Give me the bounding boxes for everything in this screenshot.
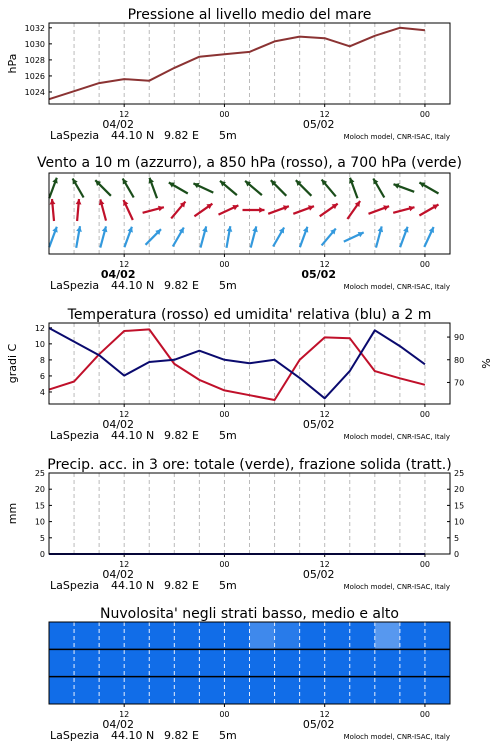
chart-title: Temperatura (rosso) ed umidita' relativa (blu) a 2 m <box>67 307 432 323</box>
x-tick-label: 00 <box>219 560 230 569</box>
plot-frame <box>49 473 450 554</box>
wind-arrow-2 <box>394 183 415 192</box>
cloud-cell <box>425 649 451 676</box>
cloud-cell <box>375 677 401 704</box>
x-tick-label: 00 <box>419 110 431 119</box>
cloud-cell <box>275 649 301 676</box>
x-tick-label: 12 <box>319 260 330 269</box>
cloud-cell <box>400 649 426 676</box>
x-tick-label: 00 <box>419 560 431 569</box>
cloud-cell <box>250 649 276 676</box>
x-tick-label: 12 <box>319 710 330 719</box>
wind-arrow-2 <box>149 178 157 199</box>
wind-arrow-0 <box>322 229 336 246</box>
x-tick-label: 12 <box>319 110 330 119</box>
wind-arrow-0 <box>201 226 208 247</box>
cloud-cell <box>99 677 125 704</box>
x-tick-label: 00 <box>419 710 431 719</box>
wind-arrow-2 <box>95 180 111 196</box>
wind-arrow-1 <box>419 205 438 216</box>
cloud-cell <box>325 677 351 704</box>
cloud-cell <box>199 622 225 649</box>
y-tick-label: 5 <box>39 533 45 543</box>
location-lat: 44.10 N <box>111 129 155 142</box>
wind-arrow-1 <box>171 202 185 219</box>
date-label: 04/02 <box>102 718 135 731</box>
wind-arrow-2 <box>296 180 312 196</box>
cloud-cell <box>325 622 351 649</box>
y-axis-label-right: % <box>480 358 493 369</box>
cloud-cell <box>99 649 125 676</box>
x-tick-label: 12 <box>319 410 330 419</box>
wind-arrow-1 <box>76 199 82 221</box>
model-credit: Moloch model, CNR-ISAC, Italy <box>343 583 450 591</box>
date-label: 04/02 <box>100 268 136 281</box>
cloud-cell <box>325 649 351 676</box>
wind-arrow-1 <box>50 199 56 221</box>
x-tick-label: 12 <box>119 560 130 569</box>
wind-arrow-0 <box>76 226 82 248</box>
cloud-cell <box>74 649 100 676</box>
cloud-cell <box>49 649 75 676</box>
cloud-cell <box>350 677 376 704</box>
x-tick-label: 12 <box>119 260 130 269</box>
y-tick-label-right: 80 <box>454 355 465 365</box>
location-lon: 9.82 E <box>164 129 199 142</box>
cloud-cell <box>224 622 250 649</box>
wind-arrow-0 <box>300 227 308 248</box>
x-tick-label: 12 <box>119 410 130 419</box>
cloud-cell <box>375 622 401 649</box>
wind-head <box>50 199 56 205</box>
model-credit: Moloch model, CNR-ISAC, Italy <box>343 733 450 741</box>
location-lat: 44.10 N <box>111 279 155 292</box>
wind-arrow-2 <box>271 180 287 196</box>
y-tick-label: 1028 <box>24 55 45 65</box>
model-credit: Moloch model, CNR-ISAC, Italy <box>343 133 450 141</box>
cloud-cell <box>375 649 401 676</box>
wind-arrow-0 <box>424 227 434 247</box>
y-tick-label-right: 90 <box>454 333 465 343</box>
wind-arrow-1 <box>219 205 239 215</box>
y-tick-label: 1030 <box>24 39 45 49</box>
wind-arrow-1 <box>99 199 106 220</box>
y-tick-label: 4 <box>39 387 45 397</box>
wind-arrow-0 <box>251 226 258 247</box>
y-tick-label: 0 <box>39 550 45 559</box>
cloud-cell <box>99 622 125 649</box>
y-tick-label: 10 <box>34 517 45 527</box>
cloud-cell <box>199 649 225 676</box>
cloud-cell <box>350 622 376 649</box>
x-tick-label: 12 <box>119 110 130 119</box>
cloud-cell <box>300 649 326 676</box>
y-axis-label: mm <box>6 502 19 525</box>
y-axis-label: hPa <box>6 53 19 74</box>
cloud-cell <box>275 677 301 704</box>
cloud-cell <box>425 677 451 704</box>
cloud-cell <box>174 649 200 676</box>
cloud-cell <box>124 677 150 704</box>
cloud-cell <box>350 649 376 676</box>
wind-arrow-1 <box>369 205 390 214</box>
wind-arrow-1 <box>293 205 314 214</box>
wind-head <box>76 199 82 205</box>
cloud-cell <box>425 622 451 649</box>
cloud-cell <box>149 649 175 676</box>
y-tick-label-right: 10 <box>454 517 465 527</box>
date-label: 04/02 <box>102 568 135 581</box>
cloud-cell <box>49 677 75 704</box>
wind-arrow-2 <box>349 178 357 199</box>
wind-arrow-0 <box>227 226 233 248</box>
wind-arrow-1 <box>268 205 289 214</box>
cloud-cell <box>224 649 250 676</box>
y-tick-label: 20 <box>34 485 45 495</box>
y-tick-label-right: 0 <box>454 550 460 559</box>
location-lon: 9.82 E <box>164 429 199 442</box>
y-tick-label: 25 <box>34 469 45 478</box>
wind-arrow-2 <box>193 183 213 193</box>
wind-arrow-1 <box>243 207 265 213</box>
wind-arrow-2 <box>169 183 188 194</box>
wind-arrow-2 <box>322 180 336 197</box>
cloud-cell <box>275 622 301 649</box>
location-name: LaSpezia <box>50 279 100 292</box>
x-tick-label: 00 <box>219 410 230 419</box>
cloud-cell <box>400 677 426 704</box>
wind-arrow-2 <box>245 181 262 195</box>
date-label: 05/02 <box>302 118 335 131</box>
date-label: 05/02 <box>302 718 335 731</box>
cloud-cell <box>174 622 200 649</box>
wind-arrow-2 <box>419 183 438 194</box>
y-tick-label-right: 20 <box>454 485 465 495</box>
location-lon: 9.82 E <box>164 579 199 592</box>
wind-arrow-2 <box>220 181 237 195</box>
cloud-cell <box>400 622 426 649</box>
chart-title: Pressione al livello medio del mare <box>127 7 372 23</box>
y-tick-label-right: 25 <box>454 469 465 478</box>
wind-arrow-0 <box>146 229 162 245</box>
y-tick-label-right: 5 <box>454 533 460 543</box>
location-lon: 9.82 E <box>164 729 199 742</box>
location-name: LaSpezia <box>50 579 100 592</box>
y-tick-label: 1032 <box>24 23 45 33</box>
chart-title: Vento a 10 m (azzurro), a 850 hPa (rosso), a 700 hPa (verde) <box>36 155 463 171</box>
x-tick-label: 00 <box>219 260 230 269</box>
y-tick-label: 15 <box>34 501 45 511</box>
cloud-cell <box>300 622 326 649</box>
x-tick-label: 12 <box>319 560 330 569</box>
date-label: 04/02 <box>102 418 135 431</box>
wind-arrow-1 <box>393 206 414 213</box>
wind-arrow-0 <box>400 227 408 248</box>
location-name: LaSpezia <box>50 429 100 442</box>
y-axis-label: gradi C <box>6 343 19 384</box>
date-label: 05/02 <box>301 268 337 281</box>
cloud-cell <box>250 677 276 704</box>
x-tick-label: 00 <box>219 710 230 719</box>
y-tick-label: 6 <box>39 371 45 381</box>
location-lat: 44.10 N <box>111 429 155 442</box>
wind-arrow-0 <box>376 226 383 247</box>
location-name: LaSpezia <box>50 129 100 142</box>
cloud-cell <box>250 622 276 649</box>
x-tick-label: 00 <box>419 410 431 419</box>
chart-title: Precip. acc. in 3 ore: totale (verde), frazione solida (tratt.) <box>47 457 452 473</box>
plot-frame <box>49 23 450 104</box>
cloud-cell <box>300 677 326 704</box>
x-tick-label: 00 <box>219 110 230 119</box>
date-label: 05/02 <box>302 568 335 581</box>
cloud-cell <box>224 677 250 704</box>
location-alt: 5m <box>219 729 237 742</box>
model-credit: Moloch model, CNR-ISAC, Italy <box>343 283 450 291</box>
cloud-cell <box>74 622 100 649</box>
model-credit: Moloch model, CNR-ISAC, Italy <box>343 433 450 441</box>
location-lat: 44.10 N <box>111 729 155 742</box>
x-tick-label: 00 <box>419 260 431 269</box>
location-name: LaSpezia <box>50 729 100 742</box>
location-alt: 5m <box>219 429 237 442</box>
wind-arrow-0 <box>124 227 132 248</box>
wind-arrow-1 <box>143 206 164 213</box>
wind-arrow-1 <box>194 204 212 217</box>
location-lat: 44.10 N <box>111 579 155 592</box>
cloud-cell <box>124 622 150 649</box>
wind-head <box>259 207 264 213</box>
wind-arrow-2 <box>49 178 58 199</box>
date-label: 05/02 <box>302 418 335 431</box>
wind-arrow-0 <box>100 226 107 247</box>
wind-arrow-0 <box>49 227 58 248</box>
series-pressure <box>49 28 425 99</box>
cloud-cell <box>174 677 200 704</box>
y-tick-label: 1024 <box>24 87 45 97</box>
y-tick-label-right: 70 <box>454 378 465 388</box>
wind-arrow-0 <box>344 232 364 242</box>
y-tick-label: 10 <box>34 339 45 349</box>
date-label: 04/02 <box>102 118 135 131</box>
location-lon: 9.82 E <box>164 279 199 292</box>
y-tick-label-right: 15 <box>454 501 465 511</box>
y-tick-label: 8 <box>39 355 45 365</box>
y-tick-label: 12 <box>34 323 45 333</box>
cloud-cell <box>124 649 150 676</box>
cloud-cell <box>49 622 75 649</box>
cloud-cell <box>149 622 175 649</box>
x-tick-label: 12 <box>119 710 130 719</box>
location-alt: 5m <box>219 129 237 142</box>
wind-arrow-1 <box>320 204 338 217</box>
y-tick-label: 1026 <box>24 71 45 81</box>
chart-title: Nuvolosita' negli strati basso, medio e alto <box>100 606 399 622</box>
cloud-cell <box>199 677 225 704</box>
location-alt: 5m <box>219 279 237 292</box>
cloud-cell <box>149 677 175 704</box>
location-alt: 5m <box>219 579 237 592</box>
cloud-cell <box>74 677 100 704</box>
